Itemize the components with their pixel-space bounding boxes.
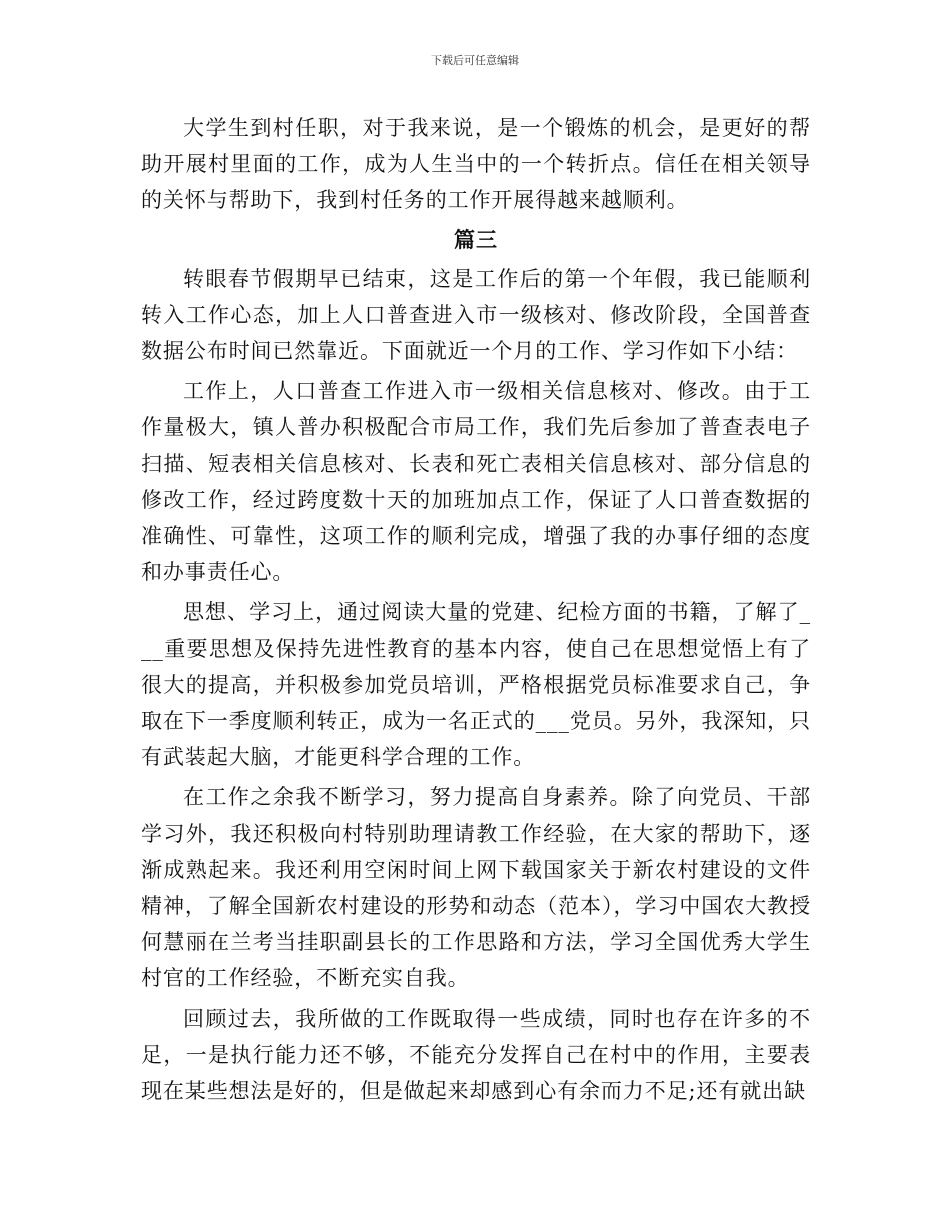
paragraph-3: 思想、学习上，通过阅读大量的党建、纪检方面的书籍，了解了___重要思想及保持先进性教育的基本内容，使自己在思想觉悟上有了很大的提高，并积极参加党员培训，严格根据党员标准要求自己，争取在下一季度顺利转正，成为一名正式的___党员。另外，我深知，只有武装起大脑，才能更科学合理的工作。	[141, 600, 811, 770]
document-body	[141, 110, 811, 1113]
paragraph-5: 回顾过去，我所做的工作既取得一些成绩，同时也存在许多的不足，一是执行能力还不够，不能充分发挥自己在村中的作用，主要表现在某些想法是好的，但是做起来却感到心有余而力不足;还有就出缺	[141, 1006, 811, 1104]
section-title: 篇三	[454, 226, 498, 252]
paragraph-4: 在工作之余我不断学习，努力提高自身素养。除了向党员、干部学习外，我还积极向村特别助理请教工作经验，在大家的帮助下，逐渐成熟起来。我还利用空闲时间上网下载国家关于新农村建设的文件精神，了解全国新农村建设的形势和动态（范本），学习中国农大教授何慧丽在兰考当挂职副县长的工作思路和方法，学习全国优秀大学生村官的工作经验，不断充实自我。	[141, 785, 811, 991]
page-header: 下载后可任意编辑	[431, 54, 519, 67]
paragraph-intro: 大学生到村任职，对于我来说，是一个锻炼的机会，是更好的帮助开展村里面的工作，成为人生当中的一个转折点。信任在相关领导的关怀与帮助下，我到村任务的工作开展得越来越顺利。	[141, 116, 811, 213]
paragraph-2: 工作上，人口普查工作进入市一级相关信息核对、修改。由于工作量极大，镇人普办积极配合市局工作，我们先后参加了普查表电子扫描、短表相关信息核对、长表和死亡表相关信息核对、部分信息的修改工作，经过跨度数十天的加班加点工作，保证了人口普查数据的准确性、可靠性，这项工作的顺利完成，增强了我的办事仔细的态度和办事责任心。	[141, 379, 811, 585]
paragraph-1: 转眼春节假期早已结束，这是工作后的第一个年假，我已能顺利转入工作心态，加上人口普查进入市一级核对、修改阶段，全国普查数据公布时间已然靠近。下面就近一个月的工作、学习作如下小结：	[141, 266, 811, 364]
